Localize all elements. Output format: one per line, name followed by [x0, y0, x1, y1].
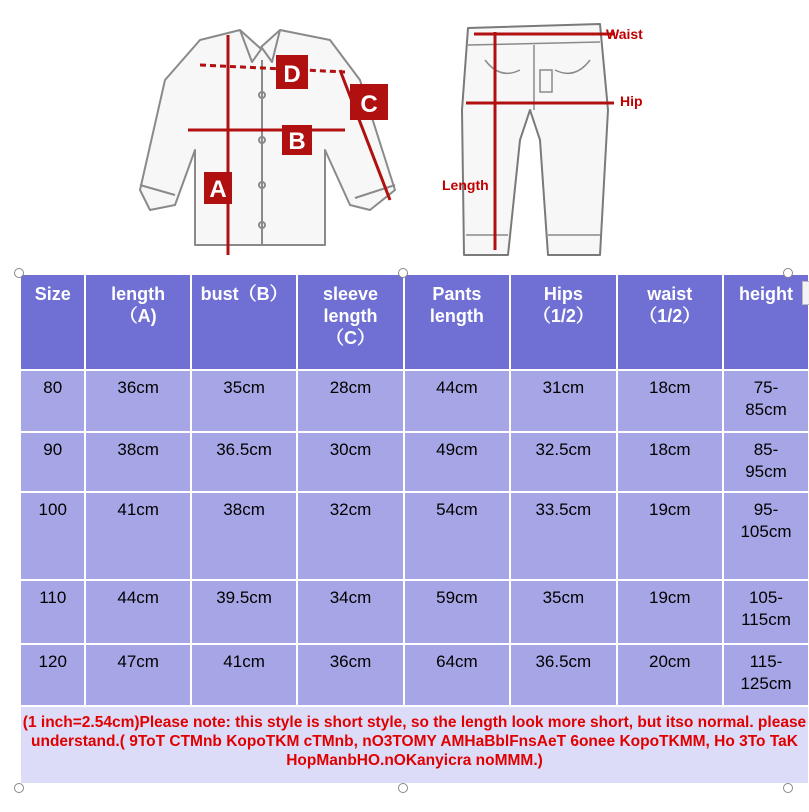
- table-cell: 36.5cm: [191, 432, 297, 492]
- table-cell: 95- 105cm: [723, 492, 809, 580]
- pants-illustration: [462, 24, 608, 255]
- label-D: D: [283, 61, 301, 88]
- selection-handle-top-left[interactable]: [14, 268, 24, 278]
- table-cell: 34cm: [297, 580, 403, 644]
- table-cell: 59cm: [404, 580, 510, 644]
- table-cell: 44cm: [85, 580, 190, 644]
- waist-label: Waist: [606, 26, 643, 42]
- label-C: C: [360, 91, 378, 118]
- selection-handle-top-center[interactable]: [398, 268, 408, 278]
- label-box-B: [282, 125, 312, 155]
- selection-handle-bottom-center[interactable]: [398, 783, 408, 793]
- table-cell: 80: [20, 370, 85, 432]
- table-cell: 36cm: [85, 370, 190, 432]
- table-cell: 85- 95cm: [723, 432, 809, 492]
- table-cell: 18cm: [617, 370, 723, 432]
- size-chart-table: [19, 273, 809, 785]
- label-A: A: [209, 176, 227, 203]
- note-row: [20, 706, 809, 784]
- table-cell: 100: [20, 492, 85, 580]
- table-cell: 20cm: [617, 644, 723, 706]
- table-row: [20, 370, 809, 432]
- label-box-C: [350, 84, 388, 120]
- header-cell: Pants length: [404, 274, 510, 370]
- label-B: B: [288, 128, 306, 155]
- label-box-D: [276, 55, 308, 89]
- table-cell: 31cm: [510, 370, 616, 432]
- table-cell: 41cm: [191, 644, 297, 706]
- table-row: [20, 644, 809, 706]
- table-cell: 49cm: [404, 432, 510, 492]
- selection-handle-bottom-left[interactable]: [14, 783, 24, 793]
- length-label: Length: [442, 177, 489, 193]
- table-cell: 35cm: [191, 370, 297, 432]
- table-cell: 44cm: [404, 370, 510, 432]
- table-cell: 36cm: [297, 644, 403, 706]
- selection-handle-bottom-right[interactable]: [783, 783, 793, 793]
- table-cell: 105- 115cm: [723, 580, 809, 644]
- table-cell: 38cm: [85, 432, 190, 492]
- table-row: [20, 492, 809, 580]
- header-cell: Size: [20, 274, 85, 370]
- table-cell: 110: [20, 580, 85, 644]
- table-cell: 30cm: [297, 432, 403, 492]
- header-cell: bust（B）: [191, 274, 297, 370]
- header-cell: length （A): [85, 274, 190, 370]
- selection-handle-top-right[interactable]: [783, 268, 793, 278]
- table-cell: 75- 85cm: [723, 370, 809, 432]
- table-cell: 35cm: [510, 580, 616, 644]
- table-cell: 36.5cm: [510, 644, 616, 706]
- table-cell: 33.5cm: [510, 492, 616, 580]
- header-cell: waist （1/2）: [617, 274, 723, 370]
- label-box-A: [204, 172, 232, 204]
- table-cell: 19cm: [617, 580, 723, 644]
- table-cell: 32.5cm: [510, 432, 616, 492]
- table-cell: 64cm: [404, 644, 510, 706]
- table-cell: 32cm: [297, 492, 403, 580]
- table-cell: 47cm: [85, 644, 190, 706]
- table-row: [20, 432, 809, 492]
- table-header-row: [20, 274, 809, 370]
- header-cell: sleeve length （C）: [297, 274, 403, 370]
- table-cell: 41cm: [85, 492, 190, 580]
- table-cell: 19cm: [617, 492, 723, 580]
- layout-options-button[interactable]: [802, 281, 809, 305]
- table-cell: 18cm: [617, 432, 723, 492]
- table-cell: 115- 125cm: [723, 644, 809, 706]
- size-note: (1 inch=2.54cm)Please note: this style is short style, so the length look more short, but itso normal. please understand.( 9ToT CTMnb KopoTKM cTMnb, nO3TOMY AMHaBblFnsAeT 6onee KopoTKMM, Ho 3To TaK HopManbHO.nOKanyicra noMMM.): [20, 706, 809, 784]
- table-cell: 28cm: [297, 370, 403, 432]
- table-cell: 38cm: [191, 492, 297, 580]
- table-cell: 39.5cm: [191, 580, 297, 644]
- hip-label: Hip: [620, 93, 643, 109]
- measurement-diagram: [0, 0, 809, 265]
- table-cell: 120: [20, 644, 85, 706]
- header-cell: Hips （1/2）: [510, 274, 616, 370]
- header-cell: height: [723, 274, 809, 370]
- table-cell: 54cm: [404, 492, 510, 580]
- shirt-illustration: [140, 30, 395, 245]
- table-cell: 90: [20, 432, 85, 492]
- table-row: [20, 580, 809, 644]
